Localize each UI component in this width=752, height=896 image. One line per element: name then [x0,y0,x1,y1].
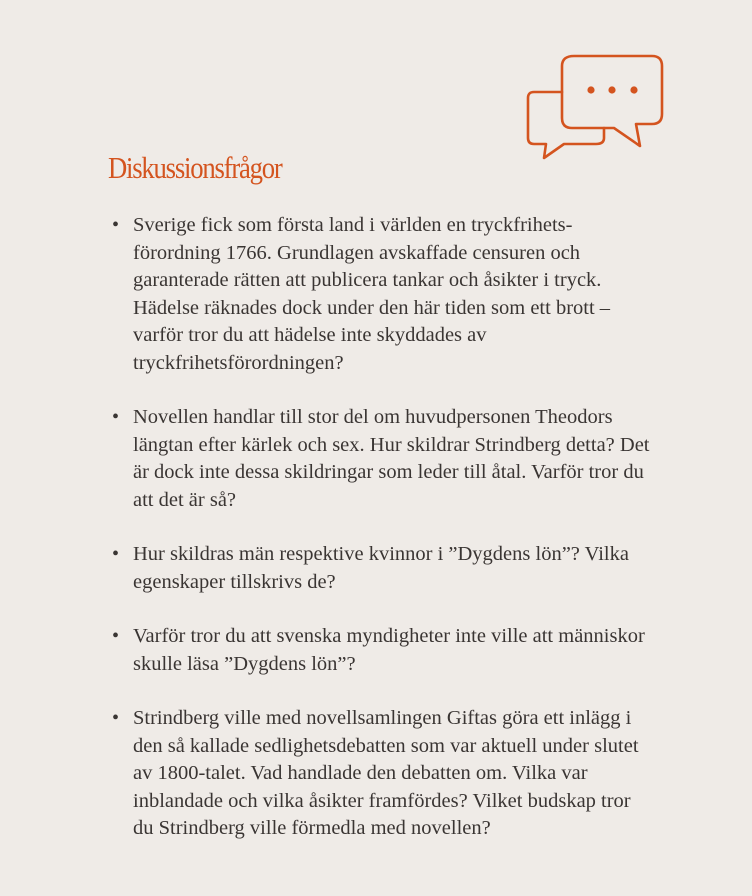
page-title: Diskussionsfrågor [108,150,282,185]
question-item: • Novellen handlar till stor del om huvudpersonen Theodors längtan efter kärlek och sex. Hur skildrar Strindberg detta? Det är dock inte dessa skildringar som leder till åtal. Varför tror du att det är så? [112,404,652,514]
question-list [112,212,652,870]
chat-bubbles-icon [524,52,666,160]
question-item: • Varför tror du att svenska myndigheter inte ville att människor skulle läsa ”Dygdens lön”? [112,623,652,678]
question-item: • Sverige fick som första land i världen en tryckfrihets-förordning 1766. Grundlagen avskaffade censuren och garanterade rätten att publicera tankar och åsikter i tryck. Hädelse räknades dock under den här tiden som ett brott – varför tror du att hädelse inte skyddades av tryckfrihetsförordningen? [112,212,652,377]
question-item: • Hur skildras män respektive kvinnor i ”Dygdens lön”? Vilka egenskaper tillskrivs de? [112,541,652,596]
question-item: • Strindberg ville med novellsamlingen Giftas göra ett inlägg i den så kallade sedlighetsdebatten som var aktuell under slutet av 1800-talet. Vad handlade den debatten om. Vilka var inblandade och vilka åsikter framfördes? Vilket budskap tror du Strindberg ville förmedla med novellen? [112,705,652,843]
